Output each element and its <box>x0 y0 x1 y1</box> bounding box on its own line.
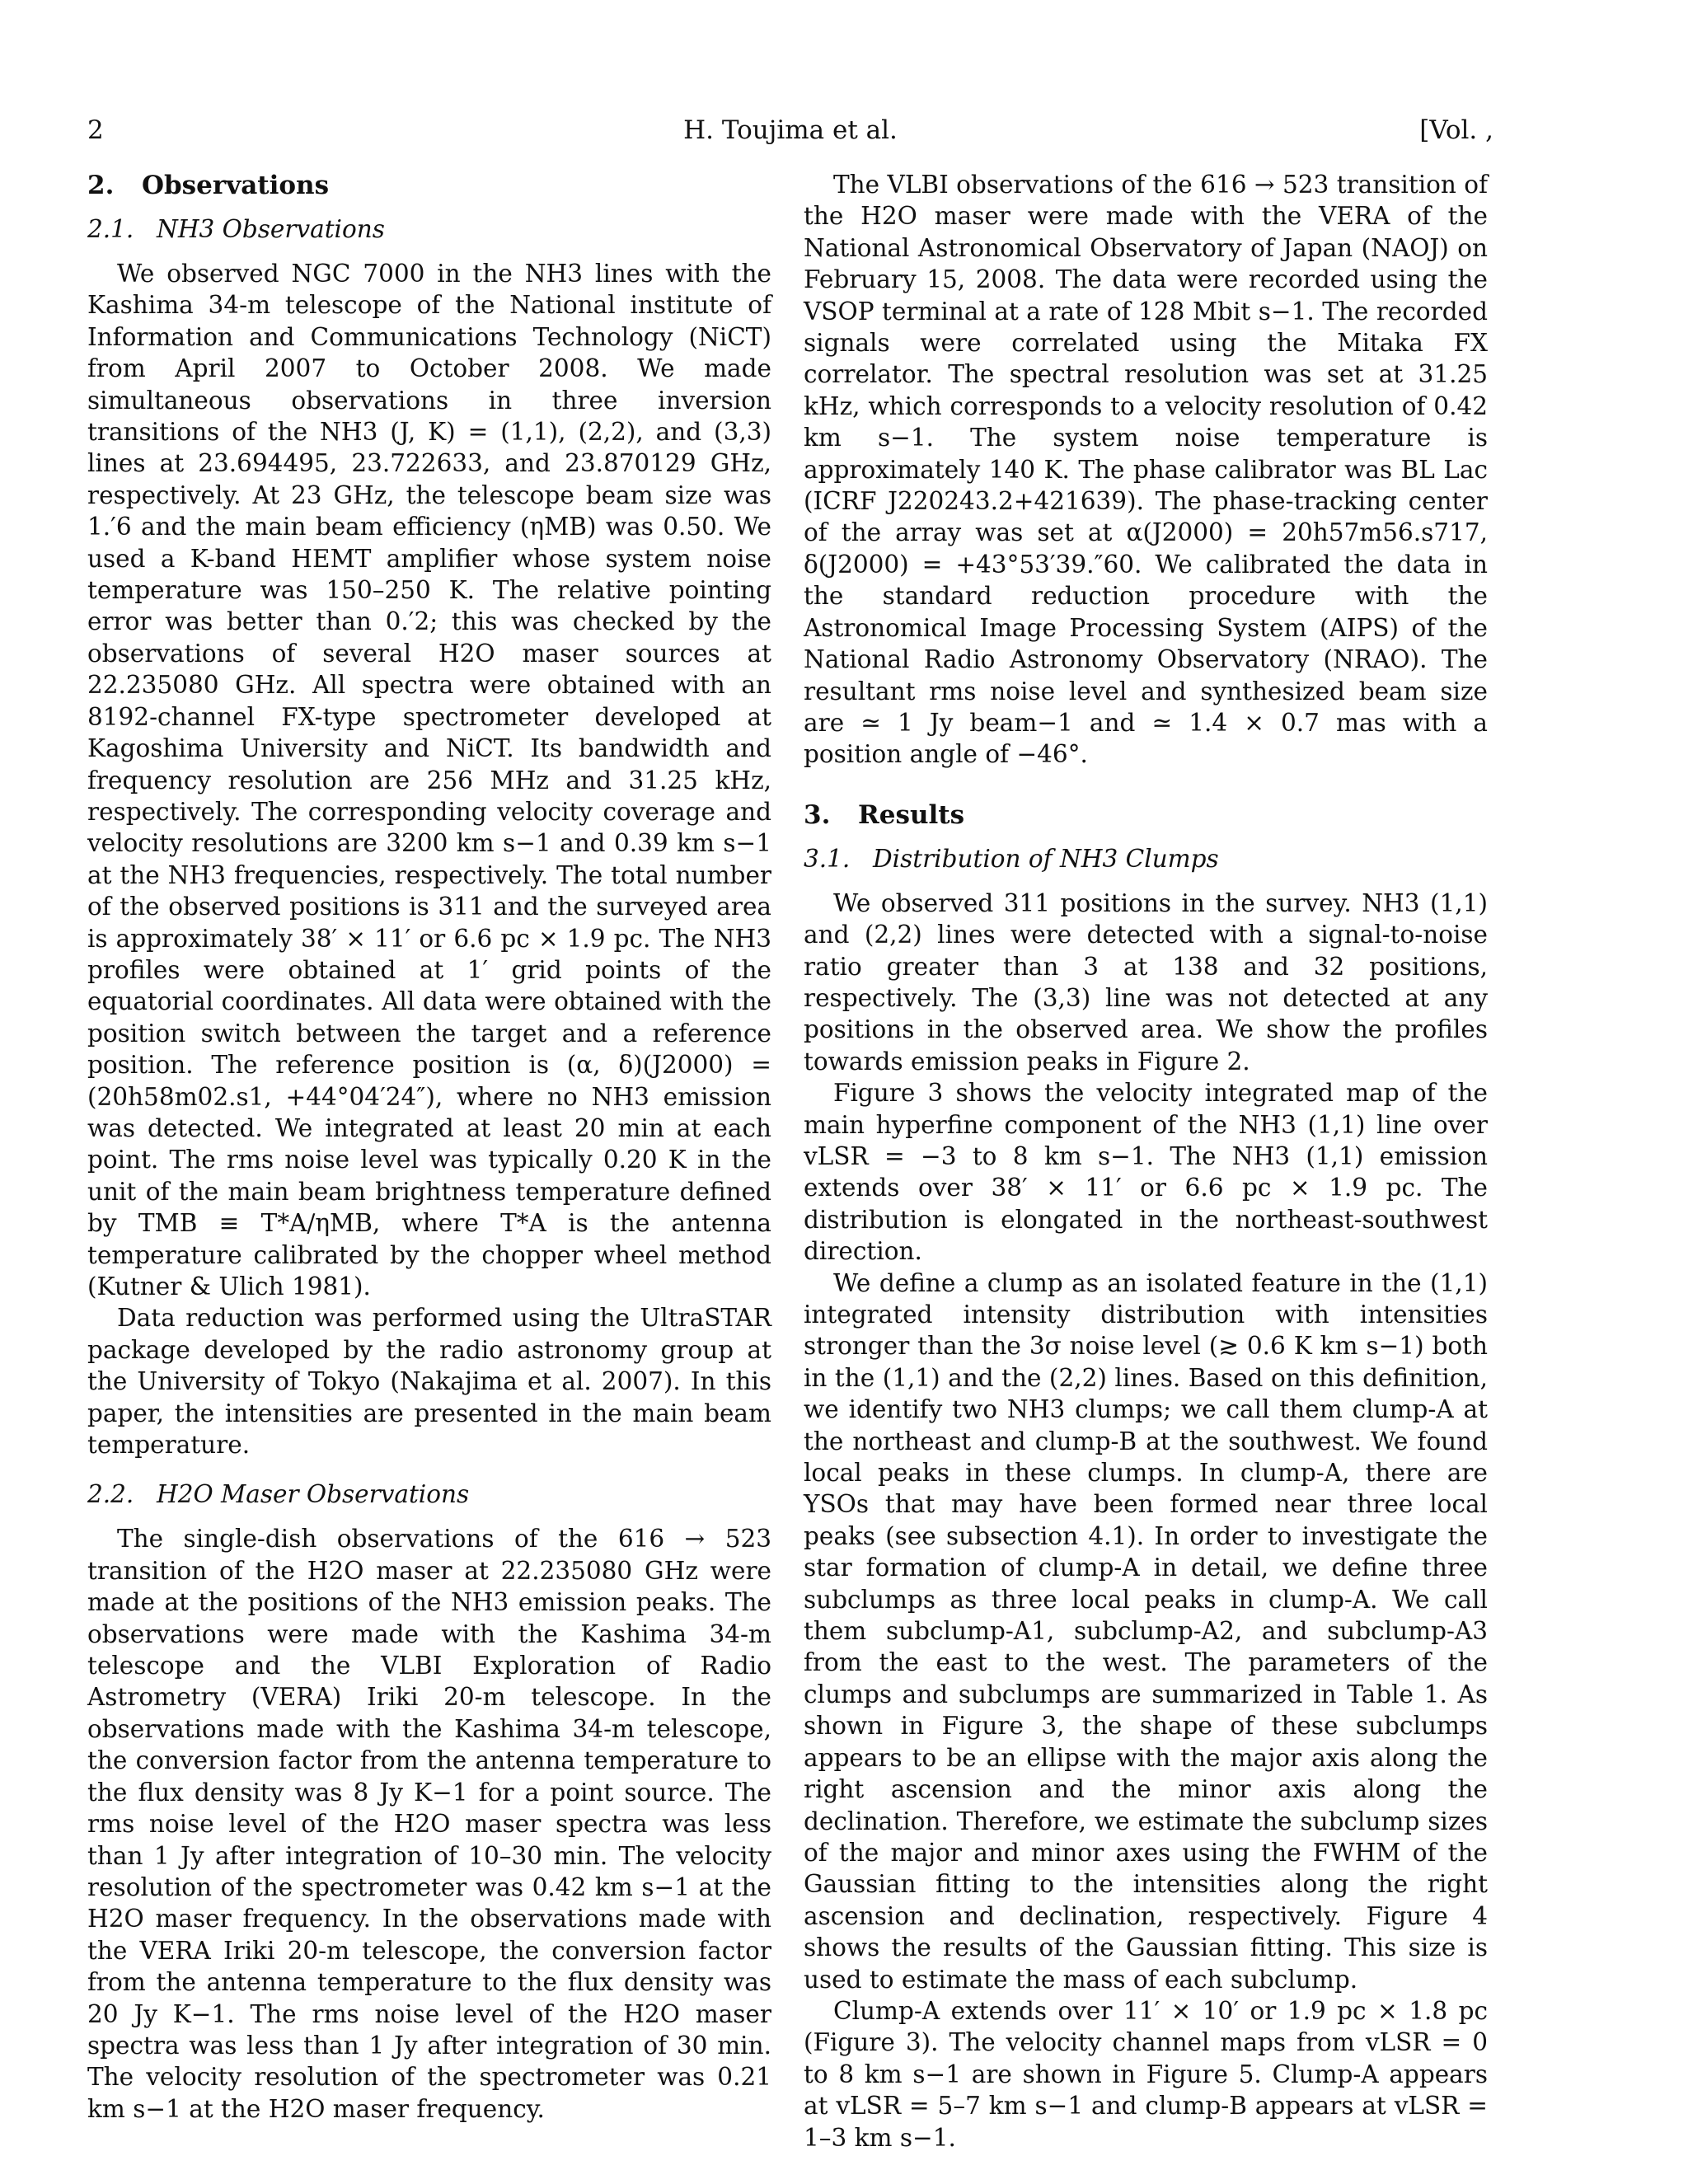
page-number: 2 <box>87 115 104 145</box>
left-column <box>87 169 771 2125</box>
subsection-title: Distribution of NH3 Clumps <box>873 844 1219 873</box>
subsection-heading-h2o <box>87 1479 771 1510</box>
subsection-number: 2.2. <box>87 1480 134 1509</box>
paragraph: We define a clump as an isolated feature in the (1,1) integrated intensity distribution with intensities stronger than the 3σ noise level (≳ 0.6 K km s−1) both in the (1,1) and the (2,2) lines. Based on this definition, we identify two NH3 clumps; we call them clump-A at the northeast and clump-B at the southwest. We found local peaks in these clumps. In clump-A, there are YSOs that may have been formed near three local peaks (see subsection 4.1). In order to investigate the star formation of clump-A in detail, we define three subclumps as three local peaks in clump-A. We call them subclump-A1, subclump-A2, and subclump-A3 from the east to the west. The parameters of the clumps and subclumps are summarized in Table 1. As shown in Figure 3, the shape of these subclumps appears to be an ellipse with the major axis along the right ascension and the minor axis along the declination. Therefore, we estimate the subclump sizes of the major and minor axes using the FWHM of the Gaussian fitting to the intensities along the right ascension and declination, respectively. Figure 4 shows the results of the Gaussian fitting. This size is used to estimate the mass of each subclump. <box>804 1268 1488 1994</box>
subsection-heading-clumps <box>804 843 1488 874</box>
paragraph: Figure 3 shows the velocity integrated map of the main hyperfine component of the NH3 (1,1) line over vLSR = −3 to 8 km s−1. The NH3 (1,1) emission extends over 38′ × 11′ or 6.6 pc × 1.9 pc. The distribution is elongated in the northeast-southwest direction. <box>804 1079 1488 1266</box>
section-heading-results <box>804 799 1488 832</box>
section-number: 3. <box>804 799 831 830</box>
running-author: H. Toujima et al. <box>683 115 898 145</box>
running-header <box>87 115 1493 152</box>
paragraph: The single-dish observations of the 616 → 523 transition of the H2O maser at 22.235080 GHz were made at the positions of the NH3 emission peaks. The observations were made with the Kashima 34-m telescope and the VLBI Exploration of Radio Astrometry (VERA) Iriki 20-m telescope. In the observations made with the Kashima 34-m telescope, the conversion factor from the antenna temperature to the flux density was 8 Jy K−1 for a point source. The rms noise level of the H2O maser spectra was less than 1 Jy after integration of 10–30 min. The velocity resolution of the spectrometer was 0.42 km s−1 at the H2O maser frequency. In the observations made with the VERA Iriki 20-m telescope, the conversion factor from the antenna temperature to the flux density was 20 Jy K−1. The rms noise level of the H2O maser spectra was less than 1 Jy after integration of 30 min. The velocity resolution of the spectrometer was 0.21 km s−1 at the H2O maser frequency. <box>87 1525 771 2123</box>
subsection-title: H2O Maser Observations <box>157 1480 470 1509</box>
section-number: 2. <box>87 171 115 200</box>
paragraph: Clump-A extends over 11′ × 10′ or 1.9 pc × 1.8 pc (Figure 3). The velocity channel maps from vLSR = 0 to 8 km s−1 are shown in Figure 5. Clump-A appears at vLSR = 5–7 km s−1 and clump-B appears at vLSR = 1–3 km s−1. <box>804 1996 1488 2152</box>
subsection-number: 2.1. <box>87 215 134 243</box>
section-heading-observations <box>87 169 771 202</box>
paragraph: We observed NGC 7000 in the NH3 lines with the Kashima 34-m telescope of the National institute of Information and Communications Technology (NiCT) from April 2007 to October 2008. We made simultaneous observations in three inversion transitions of the NH3 (J, K) = (1,1), (2,2), and (3,3) lines at 23.694495, 23.722633, and 23.870129 GHz, respectively. At 23 GHz, the telescope beam size was 1.′6 and the main beam efficiency (ηMB) was 0.50. We used a K-band HEMT amplifier whose system noise temperature was 150–250 K. The relative pointing error was better than 0.′2; this was checked by the observations of several H2O maser sources at 22.235080 GHz. All spectra were obtained with an 8192-channel FX-type spectrometer developed at Kagoshima University and NiCT. Its bandwidth and frequency resolution are 256 MHz and 31.25 kHz, respectively. The corresponding velocity coverage and velocity resolutions are 3200 km s−1 and 0.39 km s−1 at the NH3 frequencies, respectively. The total number of the observed positions is 311 and the surveyed area is approximately 38′ × 11′ or 6.6 pc × 1.9 pc. The NH3 profiles were obtained at 1′ grid points of the equatorial coordinates. All data were obtained with the position switch between the target and a reference position. The reference position is (α, δ)(J2000) = (20h58m02.s1, +44°04′24″), where no NH3 emission was detected. We integrated at least 20 min at each point. The rms noise level was typically 0.20 K in the unit of the main beam brightness temperature defined by TMB ≡ T*A/ηMB, where T*A is the antenna temperature calibrated by the chopper wheel method (Kutner & Ulich 1981). <box>87 260 771 1301</box>
section-title: Observations <box>142 171 330 200</box>
section-title: Results <box>858 799 965 830</box>
paragraph: Data reduction was performed using the UltraSTAR package developed by the radio astronomy group at the University of Tokyo (Nakajima et al. 2007). In this paper, the intensities are presented in the main beam temperature. <box>87 1304 771 1460</box>
right-column <box>804 169 1488 2154</box>
volume-label: [Vol. , <box>1419 115 1493 145</box>
subsection-number: 3.1. <box>804 844 851 873</box>
paragraph: The VLBI observations of the 616 → 523 transition of the H2O maser were made with the VERA of the National Astronomical Observatory of Japan (NAOJ) on February 15, 2008. The data were recorded using the VSOP terminal at a rate of 128 Mbit s−1. The recorded signals were correlated using the Mitaka FX correlator. The spectral resolution was set at 31.25 kHz, which corresponds to a velocity resolution of 0.42 km s−1. The system noise temperature is approximately 140 K. The phase calibrator was BL Lac (ICRF J220243.2+421639). The phase-tracking center of the array was set at α(J2000) = 20h57m56.s717, δ(J2000) = +43°53′39.″60. We calibrated the data in the standard reduction procedure with the Astronomical Image Processing System (AIPS) of the National Radio Astronomy Observatory (NRAO). The resultant rms noise level and synthesized beam size are ≃ 1 Jy beam−1 and ≃ 1.4 × 0.7 mas with a position angle of −46°. <box>804 171 1488 769</box>
subsection-title: NH3 Observations <box>157 215 385 243</box>
subsection-heading-nh3 <box>87 213 771 245</box>
paragraph: We observed 311 positions in the survey. NH3 (1,1) and (2,2) lines were detected with a signal-to-noise ratio greater than 3 at 138 and 32 positions, respectively. The (3,3) line was not detected at any positions in the observed area. We show the profiles towards emission peaks in Figure 2. <box>804 888 1488 1076</box>
